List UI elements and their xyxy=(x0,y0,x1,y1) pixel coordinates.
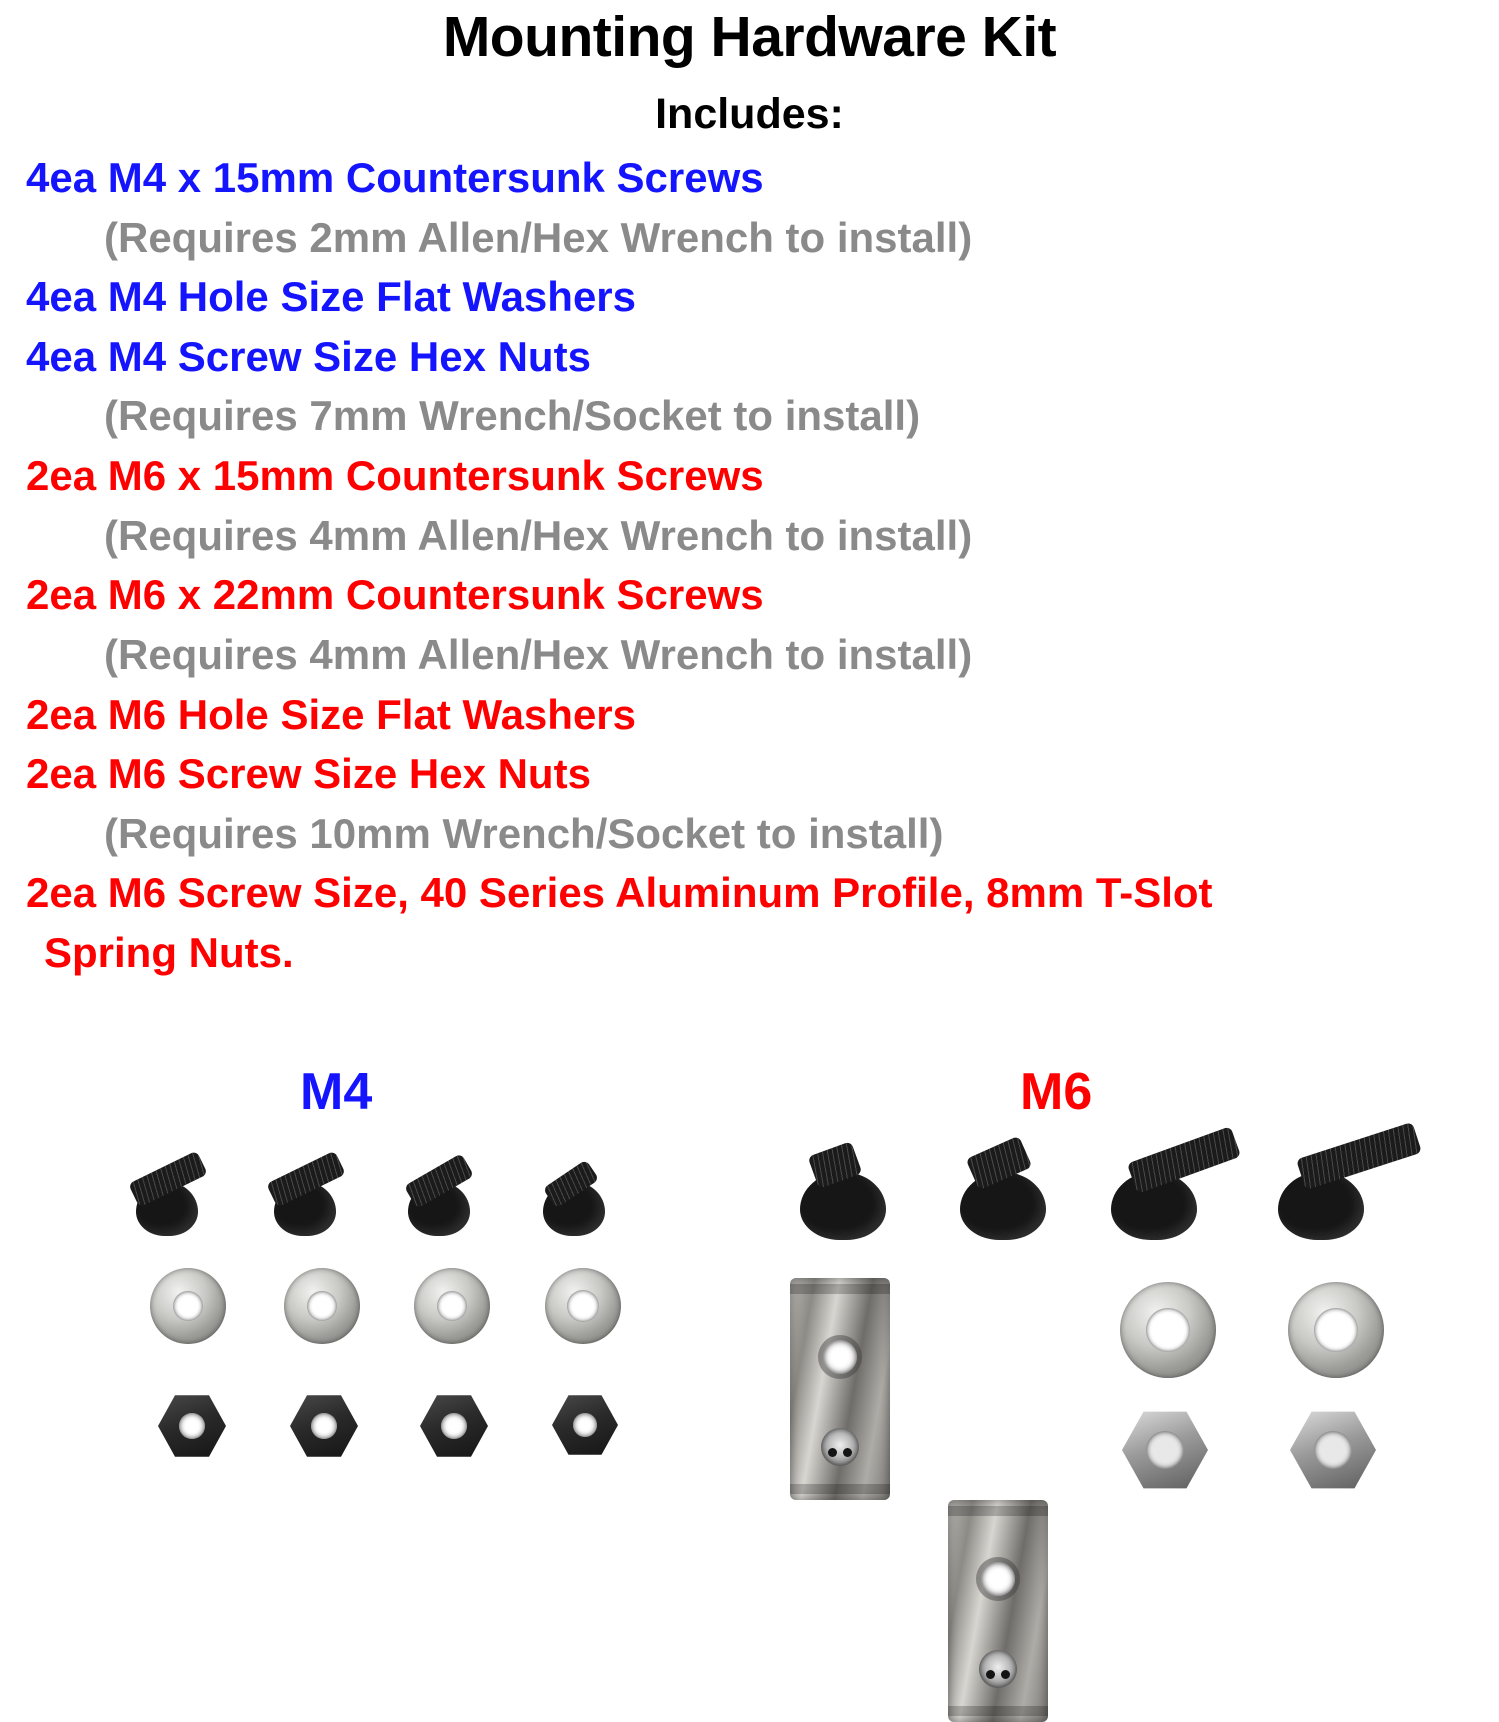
m4-hex-nut xyxy=(290,1394,358,1458)
m6-hex-nut xyxy=(1122,1410,1208,1490)
product-graphic xyxy=(0,6,1499,1505)
list-item-note: (Requires 2mm Allen/Hex Wrench to install) xyxy=(104,213,973,261)
list-item-note: (Requires 4mm Allen/Hex Wrench to install) xyxy=(104,511,973,559)
m6-t-slot-spring-nut xyxy=(790,1278,890,1500)
list-item: 2ea M6 Hole Size Flat Washers xyxy=(26,690,637,738)
list-item-text: 2ea M6 Screw Size, 40 Series Aluminum Profile, 8mm T-Slot xyxy=(26,869,1213,917)
m6-screw xyxy=(1272,1138,1432,1242)
m6-screw xyxy=(1105,1138,1255,1242)
m6-t-slot-spring-nut xyxy=(948,1500,1048,1722)
list-item: 2ea M6 Screw Size Hex Nuts xyxy=(26,750,591,798)
list-item-continuation: Spring Nuts. xyxy=(44,929,294,977)
list-item-note: (Requires 7mm Wrench/Socket to install) xyxy=(104,392,921,440)
list-item-note: (Requires 10mm Wrench/Socket to install) xyxy=(104,809,944,857)
m4-screw xyxy=(392,1154,502,1238)
list-item: 4ea M4 x 15mm Countersunk Screws xyxy=(26,153,764,201)
list-item: 4ea M4 Hole Size Flat Washers xyxy=(26,273,637,321)
list-item-note: (Requires 4mm Allen/Hex Wrench to install) xyxy=(104,630,973,678)
m4-screw xyxy=(258,1154,368,1238)
hardware-photo-area xyxy=(0,1046,1499,1505)
list-item: 4ea M4 Screw Size Hex Nuts xyxy=(26,332,591,380)
list-item: 2ea M6 x 22mm Countersunk Screws xyxy=(26,571,764,619)
m4-screw xyxy=(527,1154,637,1238)
list-item xyxy=(26,863,1477,982)
contents-list xyxy=(0,148,1499,983)
group-label-m4: M4 xyxy=(300,1063,373,1121)
group-label-m6: M6 xyxy=(1020,1063,1093,1121)
m6-hex-nut xyxy=(1290,1410,1376,1490)
m6-screw xyxy=(950,1138,1080,1242)
list-item: 2ea M6 x 15mm Countersunk Screws xyxy=(26,452,764,500)
m4-hex-nut xyxy=(552,1394,618,1456)
m6-washer xyxy=(1288,1282,1384,1378)
page-title: Mounting Hardware Kit xyxy=(442,5,1057,69)
m4-washer xyxy=(545,1268,621,1344)
m4-screw xyxy=(120,1154,230,1238)
m4-washer xyxy=(150,1268,226,1344)
m4-washer xyxy=(414,1268,490,1344)
m6-screw xyxy=(790,1138,920,1242)
includes-label: Includes: xyxy=(655,89,844,138)
m4-hex-nut xyxy=(158,1394,226,1458)
m6-washer xyxy=(1120,1282,1216,1378)
m4-hex-nut xyxy=(420,1394,488,1458)
m4-washer xyxy=(284,1268,360,1344)
